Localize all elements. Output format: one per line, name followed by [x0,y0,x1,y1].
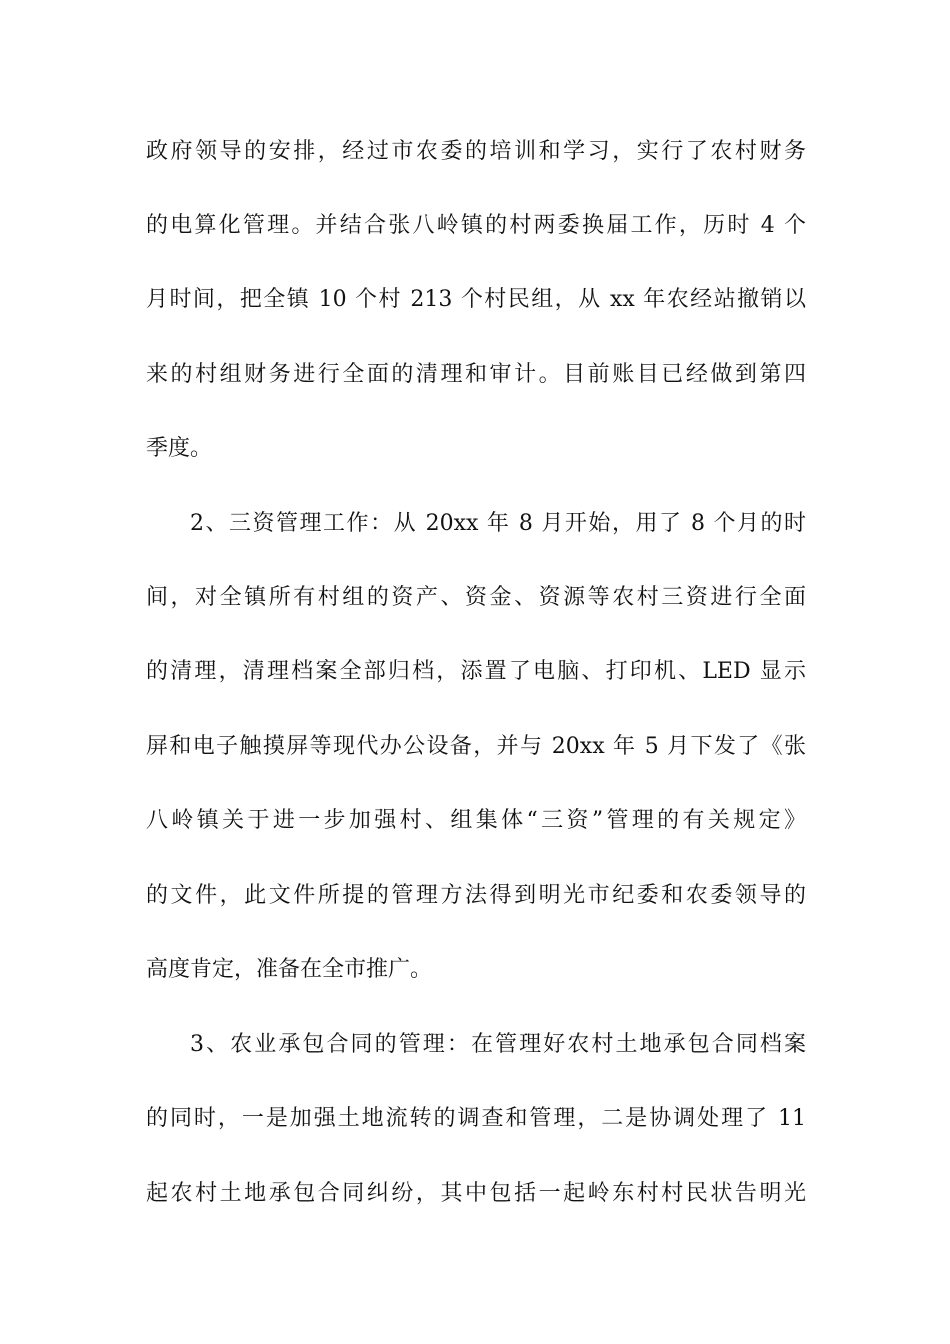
text-line: 屏和电子触摸屏等现代办公设备，并与 20xx 年 5 月下发了《张 [146,734,806,759]
text-line: 政府领导的安排，经过市农委的培训和学习，实行了农村财务 [146,139,806,164]
text-line: 月时间，把全镇 10 个村 213 个村民组，从 xx 年农经站撤销以 [146,287,806,312]
text-line: 的同时，一是加强土地流转的调查和管理，二是协调处理了 11 [146,1106,806,1131]
text-line: 的文件，此文件所提的管理方法得到明光市纪委和农委领导的 [146,883,806,908]
text-line: 间，对全镇所有村组的资产、资金、资源等农村三资进行全面 [146,585,806,610]
text-line: 八岭镇关于进一步加强村、组集体“三资”管理的有关规定》 [146,808,806,833]
paragraph-3-first-line: 3、农业承包合同的管理：在管理好农村土地承包合同档案 [190,1032,806,1057]
text-line: 高度肯定，准备在全市推广。 [146,957,433,982]
text-line: 的电算化管理。并结合张八岭镇的村两委换届工作，历时 4 个 [146,213,806,238]
text-line: 起农村土地承包合同纠纷，其中包括一起岭东村村民状告明光 [146,1181,806,1206]
text-line: 的清理，清理档案全部归档，添置了电脑、打印机、LED 显示 [146,659,806,684]
paragraph-2-first-line: 2、三资管理工作：从 20xx 年 8 月开始，用了 8 个月的时 [190,511,806,536]
text-line: 来的村组财务进行全面的清理和审计。目前账目已经做到第四 [146,362,806,387]
text-line: 季度。 [146,436,213,461]
